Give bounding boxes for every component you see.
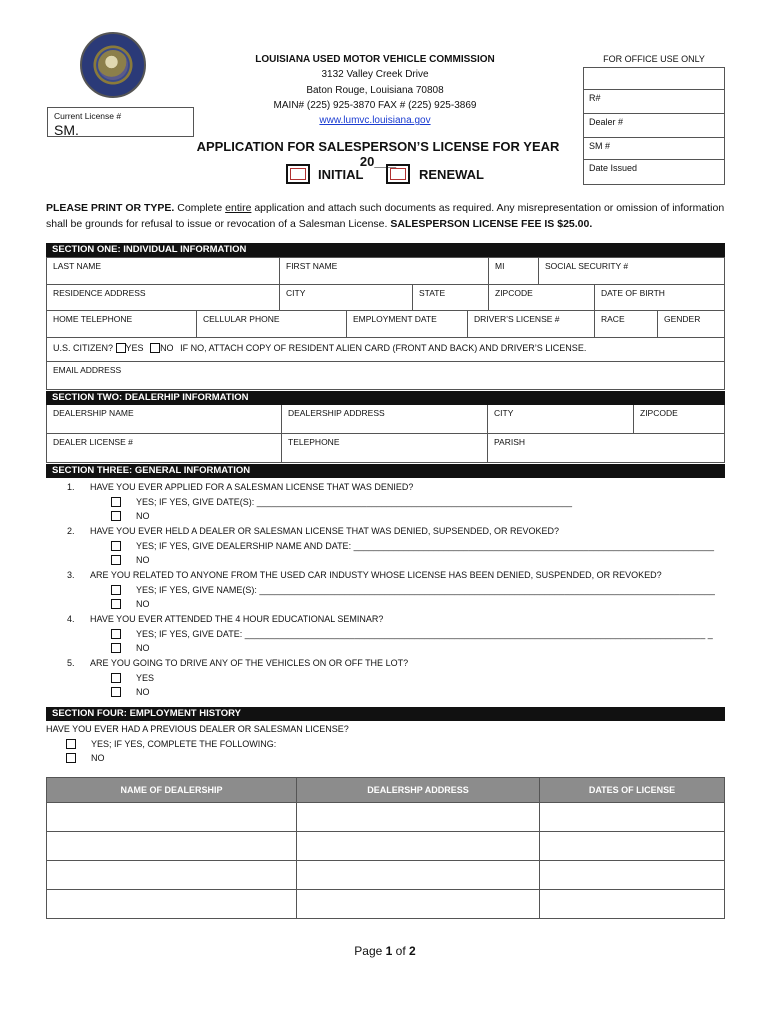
question-3-yes-label: YES; IF YES, GIVE NAME(S): ___________________________________________________________________________________________ [136, 585, 715, 595]
question-4-no-checkbox[interactable] [111, 643, 121, 653]
instructions-text-1: Complete [174, 202, 226, 214]
section-four-question: HAVE YOU EVER HAD A PREVIOUS DEALER OR SALESMAN LICENSE? [46, 724, 349, 734]
home-telephone-field[interactable]: HOME TELEPHONE [47, 311, 197, 338]
table-cell[interactable] [297, 832, 540, 861]
table-cell[interactable] [297, 890, 540, 919]
table-cell[interactable] [540, 832, 725, 861]
renewal-label: RENEWAL [419, 167, 484, 182]
question-3-no-checkbox[interactable] [111, 599, 121, 609]
question-1-number: 1. [67, 482, 75, 492]
table-cell[interactable] [540, 803, 725, 832]
section-one-grid [46, 257, 725, 390]
question-1-no-label: NO [136, 511, 150, 521]
employment-date-field[interactable]: EMPLOYMENT DATE [347, 311, 468, 338]
table-cell[interactable] [47, 803, 297, 832]
instructions-paragraph [46, 200, 726, 232]
renewal-checkbox[interactable] [386, 164, 410, 184]
col-dealership-name: NAME OF DEALERSHIP [47, 778, 297, 803]
question-5-number: 5. [67, 658, 75, 668]
page-word: Page [354, 944, 383, 958]
question-5-no-label: NO [136, 687, 150, 697]
section-four-header: SECTION FOUR: EMPLOYMENT HISTORY [46, 707, 725, 721]
question-4-no-label: NO [136, 643, 150, 653]
question-1-no-checkbox[interactable] [111, 511, 121, 521]
col-dealership-address: DEALERSHP ADDRESS [297, 778, 540, 803]
ssn-field[interactable]: SOCIAL SECURITY # [539, 258, 725, 285]
dealership-city-field[interactable]: CITY [488, 405, 634, 434]
state-field[interactable]: STATE [413, 285, 489, 311]
question-2-yes-label: YES; IF YES, GIVE DEALERSHIP NAME AND DATE: ________________________________________________________________________ [136, 541, 714, 551]
question-5-no-checkbox[interactable] [111, 687, 121, 697]
website-link[interactable]: www.lumvc.louisiana.gov [319, 115, 431, 127]
office-use-label: FOR OFFICE USE ONLY [603, 54, 705, 64]
section-two-header: SECTION TWO: DEALERHIP INFORMATION [46, 391, 725, 405]
table-cell[interactable] [47, 832, 297, 861]
section-one-header: SECTION ONE: INDIVIDUAL INFORMATION [46, 243, 725, 257]
address-line-1: 3132 Valley Creek Drive [321, 69, 429, 81]
city-field[interactable]: CITY [280, 285, 413, 311]
table-cell[interactable] [47, 890, 297, 919]
question-1-yes-label: YES; IF YES, GIVE DATE(S): _______________________________________________________________ [136, 497, 573, 507]
last-name-field[interactable]: LAST NAME [47, 258, 280, 285]
commission-seal [80, 32, 146, 98]
of-word: of [395, 944, 406, 958]
residence-address-field[interactable]: RESIDENCE ADDRESS [47, 285, 280, 311]
office-row-dealer: Dealer # [584, 113, 724, 127]
address-line-2: Baton Rouge, Louisiana 70808 [306, 84, 444, 96]
question-2-yes-checkbox[interactable] [111, 541, 121, 551]
table-row [47, 803, 725, 832]
mi-field[interactable]: MI [489, 258, 539, 285]
previous-license-no-label: NO [91, 753, 105, 763]
dealer-license-field[interactable]: DEALER LICENSE # [47, 434, 282, 462]
first-name-field[interactable]: FIRST NAME [280, 258, 489, 285]
instructions-underlined: entire [225, 202, 252, 214]
citizen-yes-label: YES [125, 343, 144, 353]
initial-label: INITIAL [318, 167, 364, 182]
zipcode-field[interactable]: ZIPCODE [489, 285, 595, 311]
org-name: LOUISIANA USED MOTOR VEHICLE COMMISSION [255, 54, 495, 65]
question-4-yes-checkbox[interactable] [111, 629, 121, 639]
section-three-header: SECTION THREE: GENERAL INFORMATION [46, 464, 725, 478]
question-3-text: ARE YOU RELATED TO ANYONE FROM THE USED CAR INDUSTY WHOSE LICENSE HAS BEEN DENIED, SUSPENDED, OR REVOKED? [90, 570, 662, 580]
question-4-yes-label: YES; IF YES, GIVE DATE: ____________________________________________________________________________________________ _ [136, 629, 713, 639]
table-row [47, 890, 725, 919]
question-3-yes-checkbox[interactable] [111, 585, 121, 595]
dealer-parish-field[interactable]: PARISH [494, 437, 526, 447]
table-row [47, 832, 725, 861]
date-of-birth-field[interactable]: DATE OF BIRTH [595, 285, 725, 311]
previous-license-yes-label: YES; IF YES, COMPLETE THE FOLLOWING: [91, 739, 277, 749]
section-two-grid [46, 405, 725, 463]
initial-checkbox[interactable] [286, 164, 310, 184]
current-license-field[interactable] [47, 107, 194, 137]
citizen-note: IF NO, ATTACH COPY OF RESIDENT ALIEN CARD (FRONT AND BACK) AND DRIVER’S LICENSE. [180, 343, 587, 353]
question-5-yes-checkbox[interactable] [111, 673, 121, 683]
question-2-number: 2. [67, 526, 75, 536]
citizen-no-checkbox[interactable] [150, 343, 160, 353]
citizen-yes-checkbox[interactable] [116, 343, 126, 353]
citizen-no-label: NO [160, 343, 174, 353]
phone-line: MAIN# (225) 925-3870 FAX # (225) 925-3869 [273, 99, 477, 111]
form-title: APPLICATION FOR SALESPERSON’S LICENSE FOR YEAR 20___ [196, 139, 560, 169]
table-cell[interactable] [540, 861, 725, 890]
office-use-box [583, 67, 725, 185]
previous-license-yes-checkbox[interactable] [66, 739, 76, 749]
current-license-label: Current License # [54, 111, 122, 121]
question-5-yes-label: YES [136, 673, 155, 683]
page-total: 2 [409, 944, 416, 958]
question-2-text: HAVE YOU EVER HELD A DEALER OR SALESMAN LICENSE THAT WAS DENIED, SUPSENDED, OR REVOKED? [90, 526, 559, 536]
question-1-text: HAVE YOU EVER APPLIED FOR A SALESMAN LICENSE THAT WAS DENIED? [90, 482, 414, 492]
table-cell[interactable] [540, 890, 725, 919]
office-row-r: R# [584, 89, 724, 103]
table-cell[interactable] [297, 803, 540, 832]
table-cell[interactable] [297, 861, 540, 890]
gender-field[interactable]: GENDER [658, 311, 725, 338]
dealership-name-field[interactable]: DEALERSHIP NAME [47, 405, 282, 434]
question-2-no-label: NO [136, 555, 150, 565]
page-number: 1 [385, 944, 393, 958]
race-field[interactable]: RACE [595, 311, 658, 338]
commission-header [240, 52, 510, 128]
citizenship-row [47, 338, 725, 362]
current-license-value: SM. [54, 122, 79, 138]
table-row [47, 861, 725, 890]
question-3-number: 3. [67, 570, 75, 580]
drivers-license-field[interactable]: DRIVER’S LICENSE # [468, 311, 595, 338]
dealership-address-field[interactable]: DEALERSHIP ADDRESS [282, 405, 488, 434]
dealership-zipcode-field[interactable]: ZIPCODE [634, 405, 725, 434]
previous-license-no-checkbox[interactable] [66, 753, 76, 763]
page-footer [0, 944, 770, 958]
question-4-text: HAVE YOU EVER ATTENDED THE 4 HOUR EDUCATIONAL SEMINAR? [90, 614, 384, 624]
email-address-field[interactable]: EMAIL ADDRESS [53, 365, 122, 375]
office-row-sm: SM # [584, 137, 724, 151]
question-2-no-checkbox[interactable] [111, 555, 121, 565]
instructions-lead: PLEASE PRINT OR TYPE. [46, 202, 175, 214]
office-row-date-issued: Date Issued [584, 159, 724, 173]
question-3-no-label: NO [136, 599, 150, 609]
instructions-text-2: application and attach such documents as required. Any misrepresentation or omission of information shall be grounds for refusal to issue or revocation of a Salesman License. [46, 202, 725, 230]
table-cell[interactable] [47, 861, 297, 890]
cellular-phone-field[interactable]: CELLULAR PHONE [197, 311, 347, 338]
fee-statement: SALESPERSON LICENSE FEE IS $25.00. [390, 218, 593, 230]
citizen-question: U.S. CITIZEN? [53, 343, 114, 353]
question-5-text: ARE YOU GOING TO DRIVE ANY OF THE VEHICLES ON OR OFF THE LOT? [90, 658, 409, 668]
employment-history-table [46, 777, 725, 919]
dealer-telephone-field[interactable]: TELEPHONE [282, 434, 488, 462]
col-dates-of-license: DATES OF LICENSE [540, 778, 725, 803]
question-4-number: 4. [67, 614, 75, 624]
question-1-yes-checkbox[interactable] [111, 497, 121, 507]
